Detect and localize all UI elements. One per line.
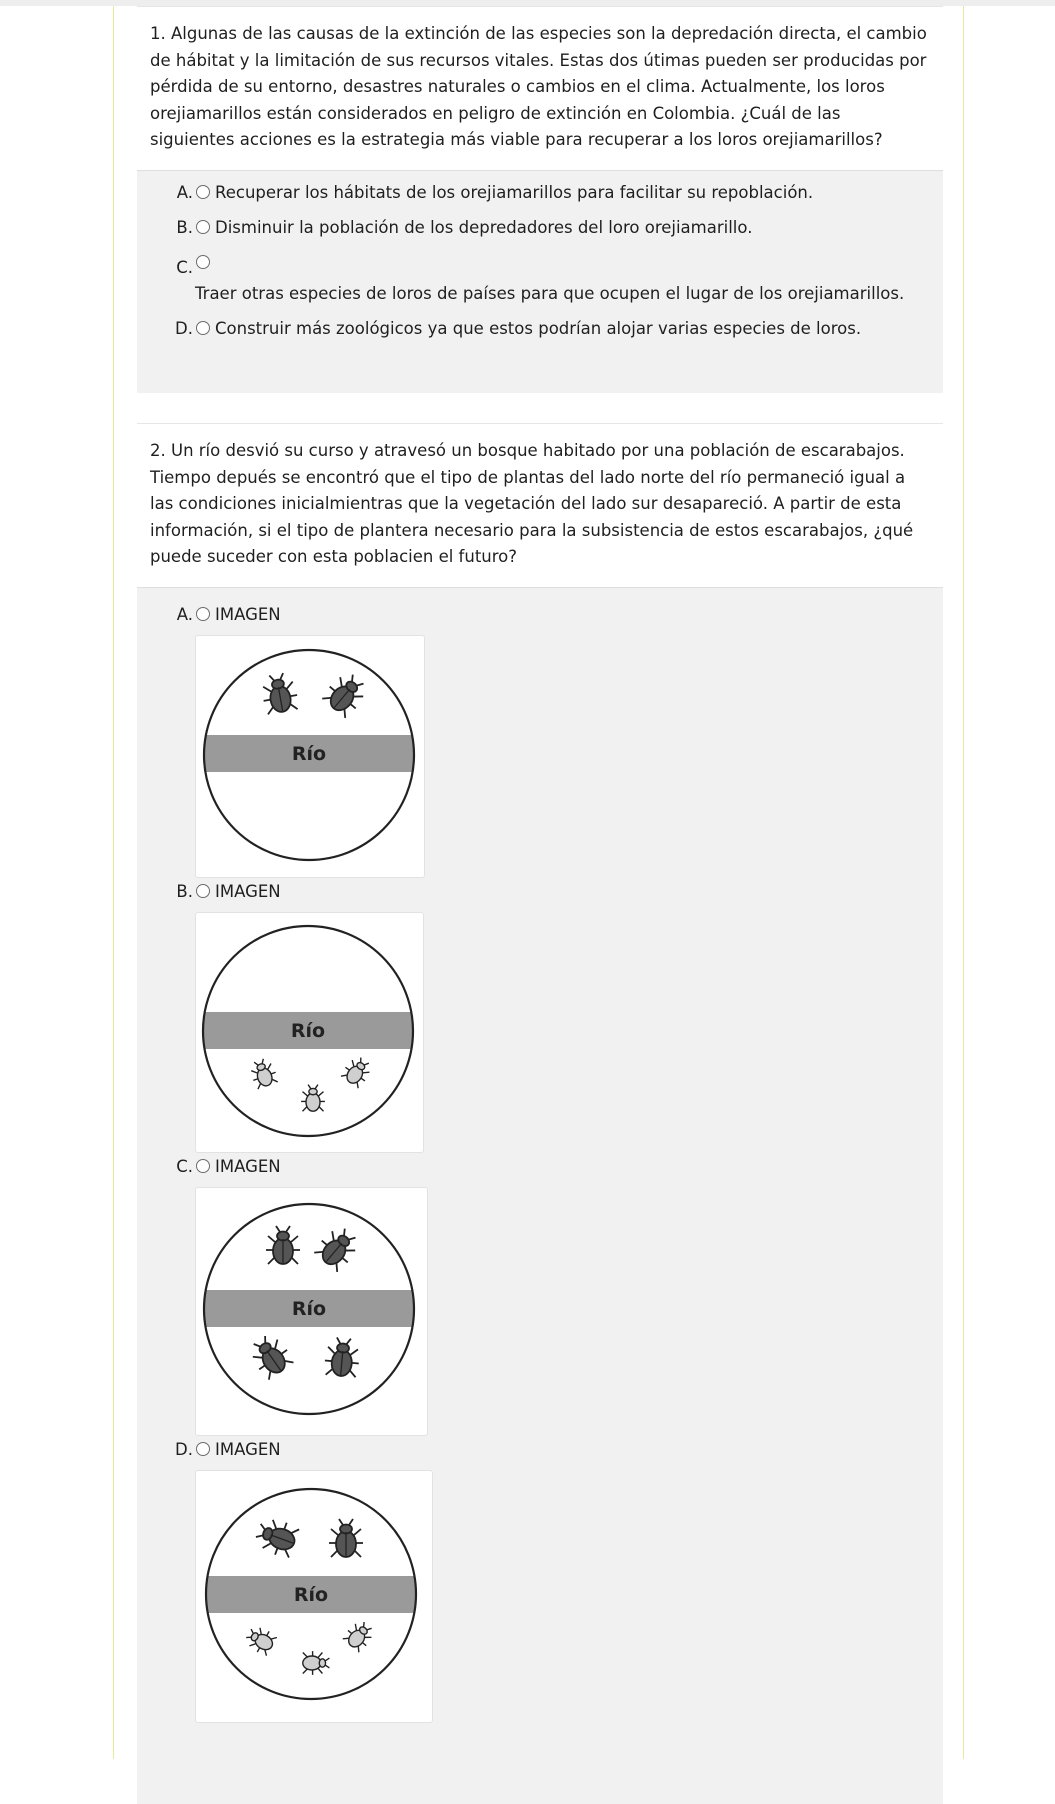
radio-button[interactable]	[196, 185, 210, 199]
option-label: IMAGEN	[215, 604, 281, 624]
option-label: Recuperar los hábitats de los orejiamarillos para facilitar su repoblación.	[215, 182, 814, 202]
radio-button[interactable]	[196, 255, 210, 269]
option-label: IMAGEN	[215, 1156, 281, 1176]
q2-option-a[interactable]	[137, 604, 943, 626]
question-1-text: 1. Algunas de las causas de la extinción de las especies son la depredación directa, el cambio de hábitat y la limitación de sus recursos vitales. Estas dos útimas pueden ser producidas por pérdida de su entorno, desastres naturales o cambios en el clima. Actualmente, los loros orejiamarillos están considerados en peligro de extinción en Colombia. ¿Cuál de las siguientes acciones es la estrategia más viable para recuperar a los loros orejiamarillos?	[137, 6, 943, 170]
question-2-options	[137, 587, 943, 1804]
radio-button[interactable]	[196, 884, 210, 898]
question-2-text: 2. Un río desvió su curso y atravesó un bosque habitado por una población de escarabajos. Tiempo depués se encontró que el tipo de plantas del lado norte del río permaneció igual a las condiciones inicialmientras que la vegetación del lado sur desapareció. A partir de esta información, si el tipo de plantera necesario para la subsistencia de estos escarabajos, ¿qué puede suceder con esta poblacien el futuro?	[137, 423, 943, 587]
option-letter: A.	[176, 182, 193, 202]
q1-option-d[interactable]	[137, 318, 943, 340]
question-2	[137, 423, 943, 1804]
option-label: Disminuir la población de los depredadores del loro orejiamarillo.	[215, 217, 753, 237]
river-label: Río	[291, 742, 327, 765]
river-label: Río	[290, 1019, 326, 1042]
option-letter: B.	[176, 217, 193, 237]
option-label: Construir más zoológicos ya que estos podrían alojar varias especies de loros.	[215, 318, 862, 338]
option-letter: D.	[175, 1439, 193, 1459]
option-label: IMAGEN	[215, 1439, 281, 1459]
question-1-options	[137, 170, 943, 393]
option-letter: D.	[175, 318, 193, 338]
q1-option-a[interactable]	[137, 182, 943, 204]
option-label: IMAGEN	[215, 881, 281, 901]
q2-option-d-image	[195, 1470, 433, 1723]
river-label: Río	[293, 1583, 329, 1606]
option-letter: C.	[176, 1156, 193, 1176]
radio-button[interactable]	[196, 1159, 210, 1173]
q2-option-c-image	[195, 1187, 428, 1436]
radio-button[interactable]	[196, 607, 210, 621]
radio-button[interactable]	[196, 321, 210, 335]
option-letter: A.	[176, 604, 193, 624]
q2-option-b-image	[195, 912, 424, 1153]
river-label: Río	[291, 1297, 327, 1320]
q1-option-c[interactable]	[137, 252, 943, 279]
radio-button[interactable]	[196, 1442, 210, 1456]
radio-button[interactable]	[196, 220, 210, 234]
q1-option-b[interactable]	[137, 217, 943, 239]
option-letter: B.	[176, 881, 193, 901]
q2-option-d[interactable]	[137, 1439, 943, 1461]
q1-option-c-label: Traer otras especies de loros de países para que ocupen el lugar de los orejiamarillos.	[195, 283, 905, 303]
q2-option-c[interactable]	[137, 1156, 943, 1178]
q2-option-a-image	[195, 635, 425, 878]
option-letter: C.	[176, 257, 193, 277]
question-1	[137, 6, 943, 393]
q2-option-b[interactable]	[137, 881, 943, 903]
